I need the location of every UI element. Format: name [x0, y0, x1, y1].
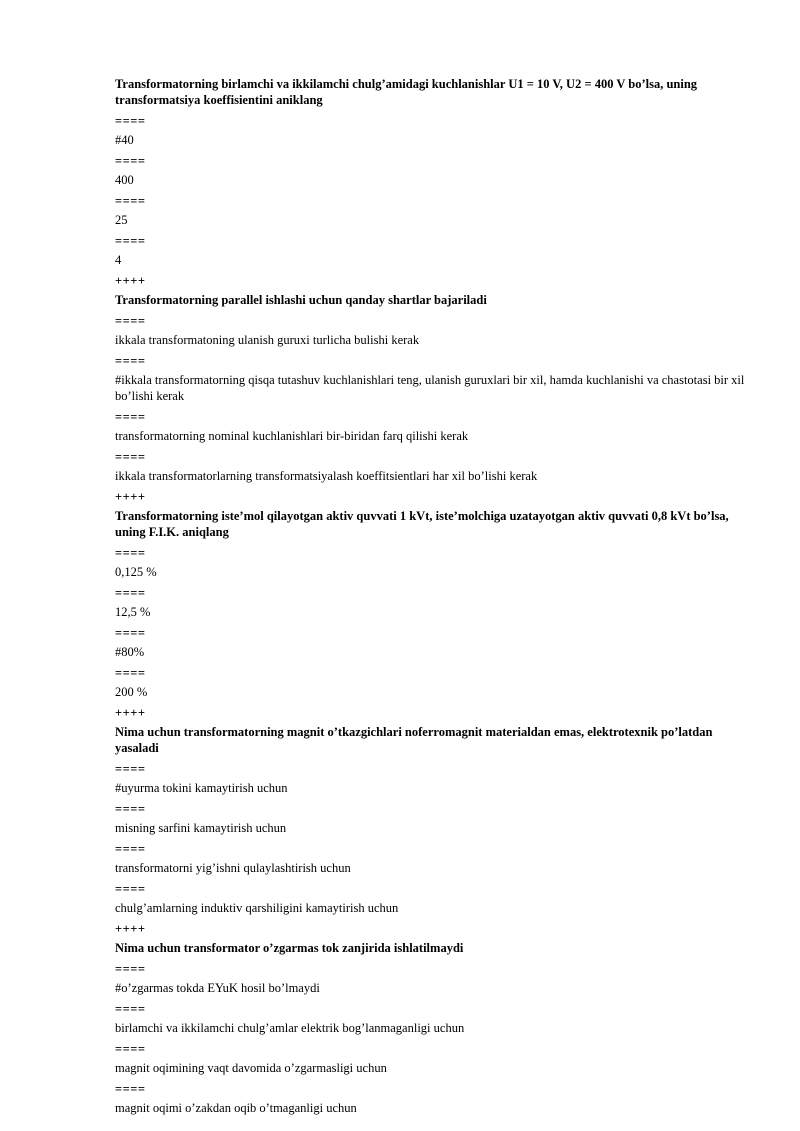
separator: ==== — [115, 882, 146, 896]
answer-option: 12,5 % — [115, 605, 151, 619]
separator: ==== — [115, 842, 146, 856]
separator: ==== — [115, 666, 146, 680]
question-text: Nima uchun transformatorning magnit o’tkazgichlari noferromagnit materialdan emas, elektrotexnik po’latdan yasaladi — [115, 725, 713, 755]
question-text: Nima uchun transformator o’zgarmas tok zanjirida ishlatilmaydi — [115, 941, 464, 955]
answer-option: 400 — [115, 173, 134, 187]
separator: ==== — [115, 234, 146, 248]
answer-option: #80% — [115, 645, 145, 659]
separator: ==== — [115, 1002, 146, 1016]
answer-option: #o’zgarmas tokda EYuK hosil bo’lmaydi — [115, 981, 320, 995]
question-block — [115, 724, 745, 940]
question-block — [115, 508, 745, 724]
answer-option: 0,125 % — [115, 565, 157, 579]
answer-option: transformatorning nominal kuchlanishlari bir-biridan farq qilishi kerak — [115, 429, 469, 443]
separator: ==== — [115, 962, 146, 976]
answer-option: #40 — [115, 133, 134, 147]
separator: ==== — [115, 410, 146, 424]
separator: ==== — [115, 354, 146, 368]
question-text: Transformatorning iste’mol qilayotgan aktiv quvvati 1 kVt, iste’molchiga uzatayotgan aktiv quvvati 0,8 kVt bo’lsa, uning F.I.K. aniqlang — [115, 509, 729, 539]
separator: ==== — [115, 1082, 146, 1096]
question-block — [115, 940, 745, 1116]
question-block — [115, 292, 745, 508]
separator: ==== — [115, 586, 146, 600]
separator: ==== — [115, 1042, 146, 1056]
block-end-marker: ++++ — [115, 274, 146, 288]
answer-option: misning sarfini kamaytirish uchun — [115, 821, 287, 835]
answer-option: ikkala transformatoning ulanish guruxi turlicha bulishi kerak — [115, 333, 420, 347]
separator: ==== — [115, 154, 146, 168]
block-end-marker: ++++ — [115, 922, 146, 936]
answer-option: magnit oqimi o’zakdan oqib o’tmaganligi uchun — [115, 1101, 357, 1115]
answer-option: magnit oqimining vaqt davomida o’zgarmasligi uchun — [115, 1061, 387, 1075]
separator: ==== — [115, 762, 146, 776]
answer-option: 200 % — [115, 685, 148, 699]
separator: ==== — [115, 802, 146, 816]
question-text: Transformatorning parallel ishlashi uchun qanday shartlar bajariladi — [115, 293, 487, 307]
block-end-marker: ++++ — [115, 490, 146, 504]
test-document — [115, 76, 745, 1118]
separator: ==== — [115, 626, 146, 640]
separator: ==== — [115, 114, 146, 128]
answer-option: birlamchi va ikkilamchi chulg’amlar elektrik bog’lanmaganligi uchun — [115, 1021, 465, 1035]
separator: ==== — [115, 546, 146, 560]
separator: ==== — [115, 314, 146, 328]
separator: ==== — [115, 194, 146, 208]
question-block — [115, 76, 745, 292]
block-end-marker: ++++ — [115, 706, 146, 720]
answer-option: chulg’amlarning induktiv qarshiligini kamaytirish uchun — [115, 901, 399, 915]
answer-option: ikkala transformatorlarning transformatsiyalash koeffitsientlari har xil bo’lishi kerak — [115, 469, 538, 483]
answer-option: 4 — [115, 253, 122, 267]
answer-option: #ikkala transformatorning qisqa tutashuv kuchlanishlari teng, ulanish guruxlari bir xil, hamda kuchlanishi va chastotasi bir xil bo’lishi kerak — [115, 373, 745, 403]
answer-option: #uyurma tokini kamaytirish uchun — [115, 781, 288, 795]
answer-option: 25 — [115, 213, 128, 227]
question-text: Transformatorning birlamchi va ikkilamchi chulg’amidagi kuchlanishlar U1 = 10 V, U2 = 400 V bo’lsa, uning transformatsiya koeffisientini aniklang — [115, 77, 698, 107]
answer-option: transformatorni yig’ishni qulaylashtirish uchun — [115, 861, 351, 875]
separator: ==== — [115, 450, 146, 464]
